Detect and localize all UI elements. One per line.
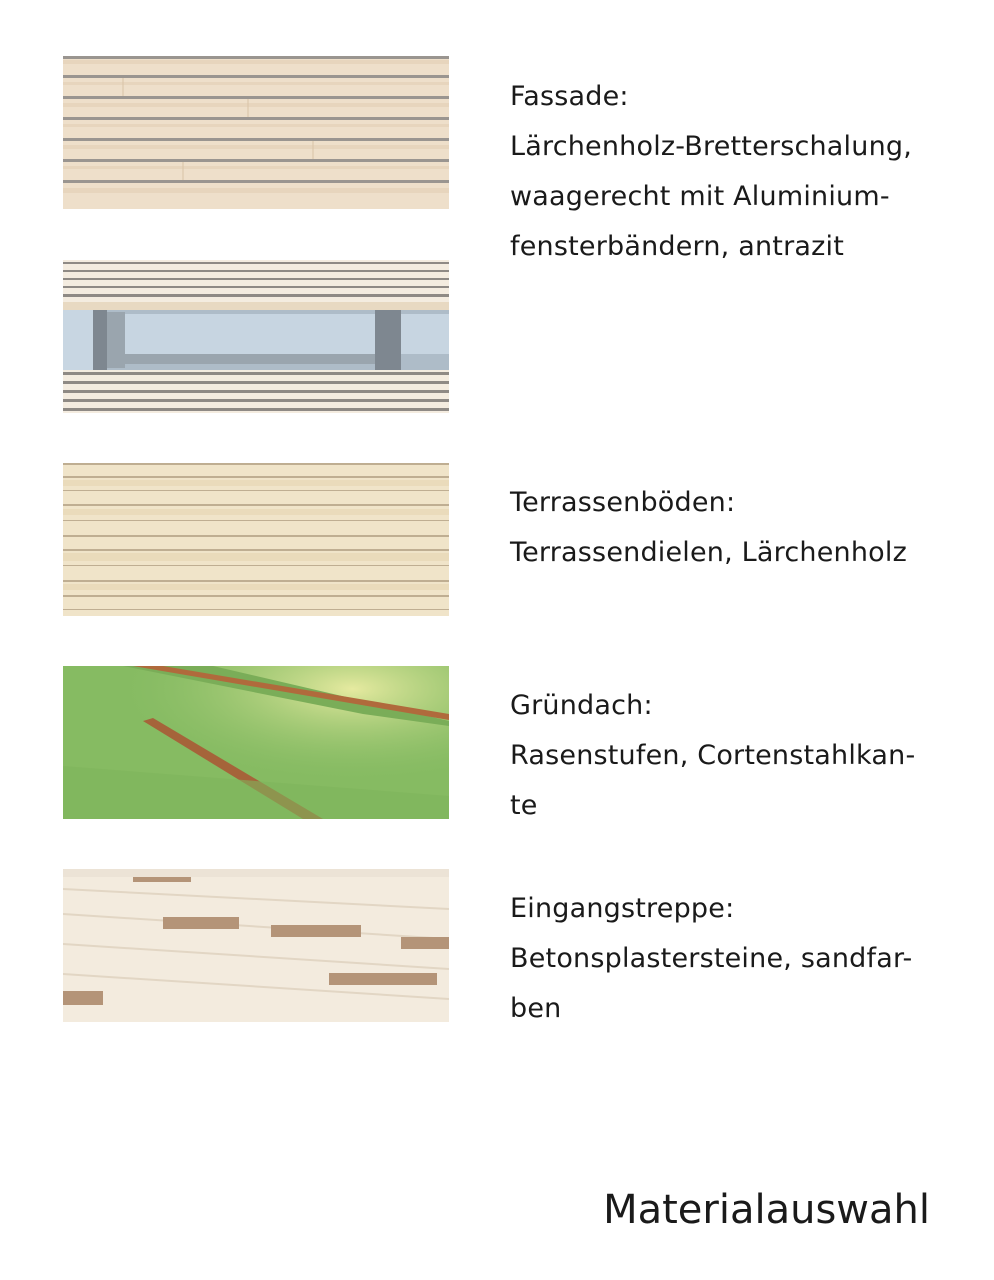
material-heading: Fassade: (510, 81, 629, 112)
larch-cladding-swatch (63, 56, 449, 209)
material-line: Betonsplastersteine, sandfar- (510, 943, 913, 974)
material-line: ben (510, 993, 562, 1024)
material-line: fensterbändern, antrazit (510, 231, 844, 262)
green-roof-image (63, 666, 449, 819)
material-fassade (510, 72, 960, 272)
material-heading: Eingangstreppe: (510, 893, 735, 924)
window-band-swatch (63, 260, 449, 413)
material-line: Lärchenholz-Bretterschalung, (510, 131, 913, 162)
material-heading: Terrassenböden: (510, 487, 736, 518)
material-line: te (510, 790, 538, 821)
entrance-stairs-image (63, 869, 449, 1022)
material-heading: Gründach: (510, 690, 653, 721)
entrance-stairs-swatch (63, 869, 449, 1022)
material-terrasse (510, 478, 960, 578)
material-gruendach (510, 681, 960, 831)
material-line: waagerecht mit Aluminium- (510, 181, 890, 212)
larch-cladding-image (63, 56, 449, 209)
window-band-image (63, 260, 449, 413)
green-roof-swatch (63, 666, 449, 819)
terrace-decking-image (63, 463, 449, 616)
page-title: Materialauswahl (603, 1187, 930, 1233)
material-line: Rasenstufen, Cortenstahlkan- (510, 740, 916, 771)
material-line: Terrassendielen, Lärchenholz (510, 537, 907, 568)
material-treppe (510, 884, 960, 1034)
terrace-decking-swatch (63, 463, 449, 616)
